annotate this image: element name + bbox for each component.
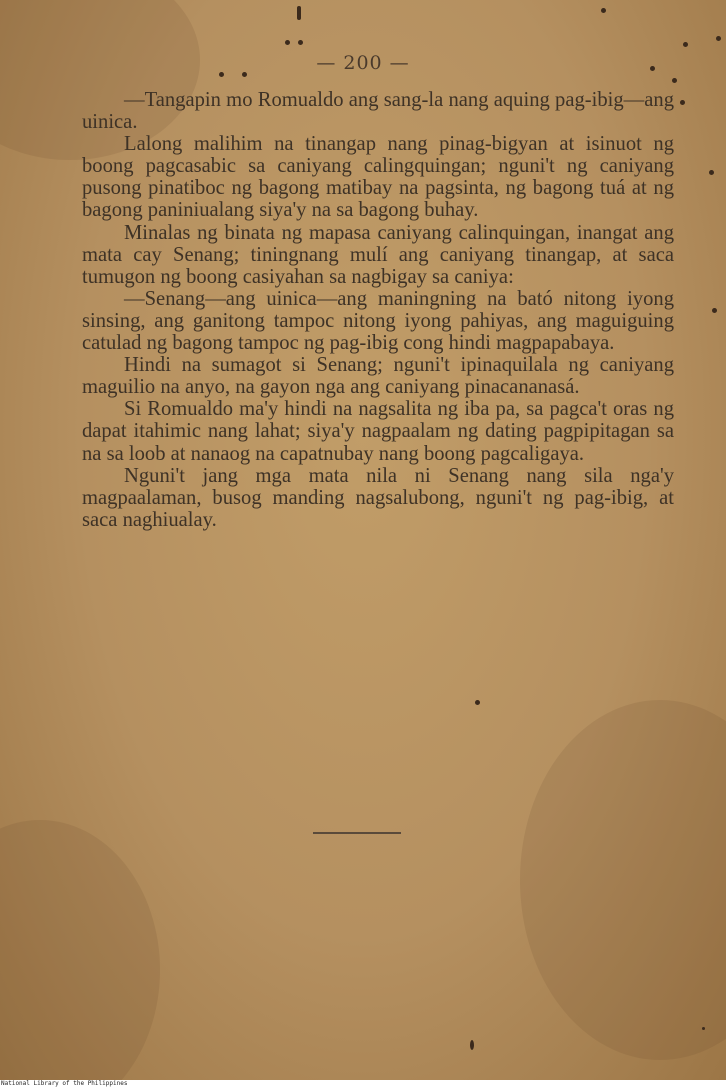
ink-speck bbox=[285, 40, 290, 45]
ink-speck bbox=[470, 1040, 474, 1050]
body-text bbox=[82, 89, 674, 531]
ink-speck bbox=[601, 8, 606, 13]
paragraph: Hindi na sumagot si Senang; nguni't ipinaquilala ng caniyang maguilio na anyo, na gayon nga ang caniyang pinacananasá. bbox=[82, 354, 674, 399]
ink-speck bbox=[683, 42, 688, 47]
paragraph: —Senang—ang uinica—ang maningning na bató nitong iyong sinsing, ang ganitong tampoc nitong iyong pahiyas, ang maguiguing catulad ng bagong tampoc ng pag-ibig cong hindi magpapabaya. bbox=[82, 287, 674, 355]
paragraph: —Tangapin mo Romualdo ang sang-la nang aquing pag-ibig—ang uinica. bbox=[82, 89, 674, 134]
ink-speck bbox=[709, 170, 714, 175]
paragraph: Lalong malihim na tinangap nang pinag-bigyan at isinuot ng boong pagcasabic sa caniyang calingquingan; nguni't ng caniyang pusong pinatiboc ng bagong matibay na pagsinta, ng bagong tuá at ng bagong paniniualang siya'y na sa bagong buhay. bbox=[82, 133, 674, 222]
paragraph: Nguni't jang mga mata nila ni Senang nang sila nga'y magpaalaman, busog manding nagsalubong, nguni't ng pag-ibig, at saca naghiualay. bbox=[82, 464, 674, 531]
end-rule bbox=[313, 832, 401, 834]
paper-stain bbox=[0, 820, 160, 1080]
ink-speck bbox=[680, 100, 685, 105]
paragraph: Si Romualdo ma'y hindi na nagsalita ng iba pa, sa pagca't oras ng dapat itahimic nang lahat; siya'y nagpaalam ng dating pagpipitagan sa na sa loob at nanaog na capatnubay nang boong pagcaligaya. bbox=[82, 398, 674, 465]
ink-speck bbox=[702, 1027, 705, 1030]
library-footer: National Library of the Philippines bbox=[1, 1080, 128, 1087]
ink-speck bbox=[475, 700, 480, 705]
paper-stain bbox=[520, 700, 726, 1060]
ink-speck bbox=[297, 6, 301, 20]
ink-speck bbox=[716, 36, 721, 41]
ink-speck bbox=[298, 40, 303, 45]
ink-speck bbox=[712, 308, 717, 313]
paragraph: Minalas ng binata ng mapasa caniyang calinquingan, inangat ang mata cay Senang; tiningnang mulí ang caniyang tinangap, at saca tumugon ng boong casiyahan sa nagbigay sa caniya: bbox=[82, 221, 674, 288]
page-number: — 200 — bbox=[316, 52, 410, 74]
ink-speck bbox=[672, 78, 677, 83]
